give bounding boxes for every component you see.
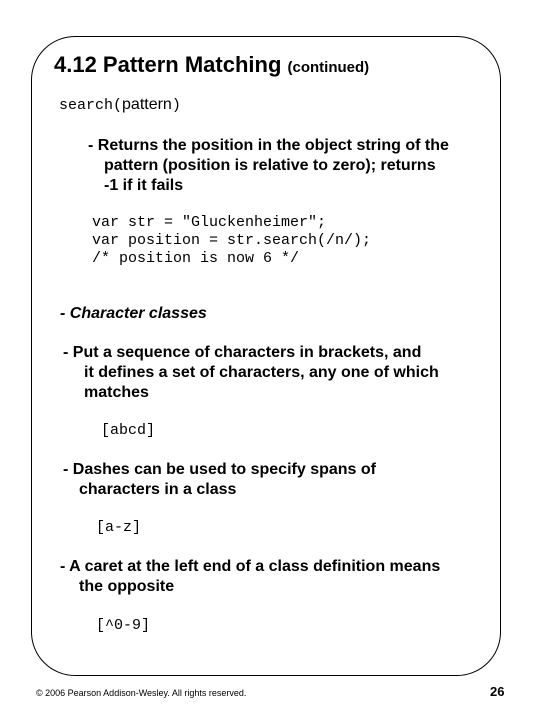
bullet2-code: [a-z] [96,519,142,536]
code-line-3: /* position is now 6 */ [92,250,300,267]
signature-arg: pattern [122,96,172,113]
search-signature [59,96,181,114]
slide-title-main: 4.12 Pattern Matching [54,52,282,77]
bullet3-code: [^0-9] [96,617,151,634]
page-number: 26 [490,684,505,699]
signature-close: ) [171,97,181,114]
character-classes-heading: - Character classes [60,305,207,322]
bullet1-line-1: - Put a sequence of characters in brackets, and [63,344,422,361]
bullet2-line-1: - Dashes can be used to specify spans of [63,461,376,478]
bullet2-line-2: characters in a class [79,481,237,498]
signature-func: search( [59,97,123,114]
bullet3-line-2: the opposite [79,578,175,595]
slide-title [54,52,369,78]
search-description-line-1: - Returns the position in the object string of the [88,137,449,154]
bullet1-code: [abcd] [101,422,156,439]
code-line-2: var position = str.search(/n/); [92,232,372,249]
code-line-1: var str = "Gluckenheimer"; [92,214,327,231]
copyright-notice: © 2006 Pearson Addison-Wesley. All rights reserved. [36,688,247,698]
search-description-line-2: pattern (position is relative to zero); returns [104,157,436,174]
bullet1-line-2: it defines a set of characters, any one of which [84,364,439,381]
slide-title-sub: (continued) [287,59,370,76]
search-description-line-3: -1 if it fails [104,177,184,194]
bullet1-line-3: matches [84,384,149,401]
bullet3-line-1: - A caret at the left end of a class definition means [60,558,441,575]
